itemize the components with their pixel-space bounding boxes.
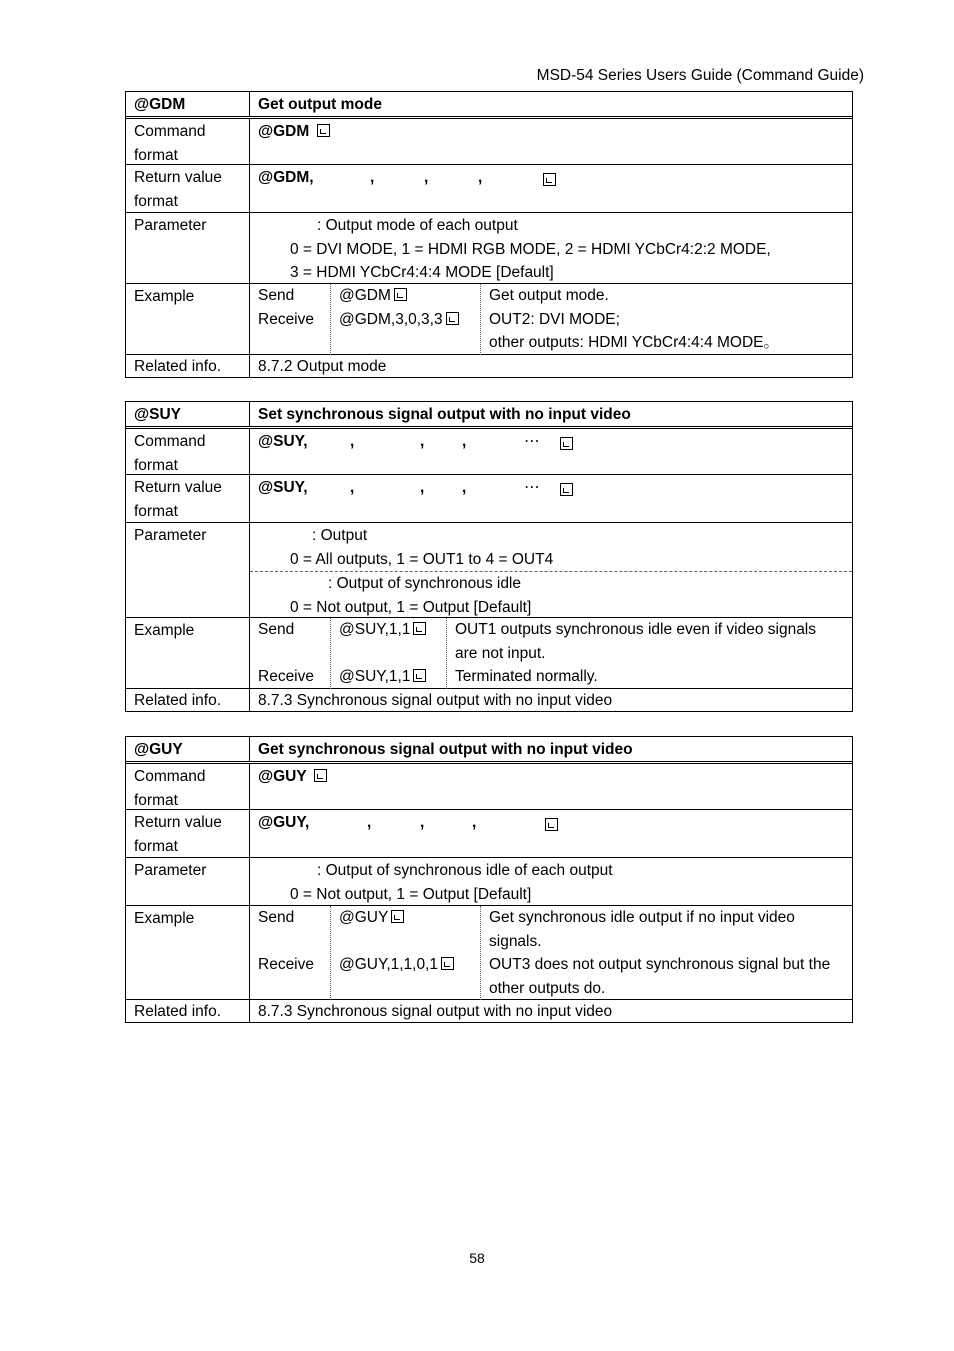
suy-related: 8.7.3 Synchronous signal output with no input video <box>258 692 613 709</box>
gdm-title: Get output mode <box>258 96 382 113</box>
suy-example-label: Example <box>126 618 250 688</box>
suy-title: Set synchronous signal output with no input video <box>258 406 631 423</box>
guy-related-label: Related info. <box>126 1000 250 1022</box>
suy-related-label: Related info. <box>126 689 250 711</box>
guy-ret-label: Return value format <box>126 810 250 857</box>
gdm-parameter: : Output mode of each output 0 = DVI MODE, 1 = HDMI RGB MODE, 2 = HDMI YCbCr4:2:2 MODE, 3 = HDMI YCbCr4:4:4 MODE [Default] <box>290 217 771 281</box>
guy-ret-format: @GUY, , , , <box>250 810 852 857</box>
return-key-icon <box>441 957 454 970</box>
gdm-command-table <box>125 91 853 378</box>
return-key-icon <box>413 622 426 635</box>
page-number: 58 <box>469 1250 485 1266</box>
gdm-param-label: Parameter <box>126 213 250 283</box>
guy-example-label: Example <box>126 906 250 999</box>
guy-related: 8.7.3 Synchronous signal output with no input video <box>258 1003 613 1020</box>
gdm-cmd-format: @GDM <box>250 119 852 164</box>
suy-example: Send Receive @SUY,1,1 @SUY,1,1 OUT1 outputs synchronous idle even if video signals are not input. Terminated normally. <box>250 618 852 688</box>
return-key-icon <box>314 769 327 782</box>
suy-cmd-format: @SUY, , , , ⋯ <box>250 429 852 474</box>
guy-cmd-format: @GUY <box>250 764 852 809</box>
guy-param-label: Parameter <box>126 858 250 905</box>
guy-parameter: : Output of synchronous idle of each output 0 = Not output, 1 = Output [Default] <box>290 862 613 903</box>
gdm-ret-format: @GDM, , , , <box>250 165 852 212</box>
guy-cmd-label: Command format <box>126 764 250 809</box>
return-key-icon <box>560 483 573 496</box>
gdm-example: Send Receive @GDM @GDM,3,0,3,3 Get output mode. OUT2: DVI MODE; other outputs: HDMI YCbCr4:4:4 MODE。 <box>250 284 852 354</box>
gdm-ret-label: Return value format <box>126 165 250 212</box>
return-key-icon <box>413 669 426 682</box>
gdm-code: @GDM <box>126 92 250 116</box>
guy-title: Get synchronous signal output with no input video <box>258 741 633 758</box>
return-key-icon <box>391 910 404 923</box>
return-key-icon <box>446 312 459 325</box>
suy-ret-format: @SUY, , , , ⋯ <box>250 475 852 522</box>
guy-example: Send Receive @GUY @GUY,1,1,0,1 Get synchronous idle output if no input video signals. OUT3 does not output synchronous signal but the other outputs do. <box>250 906 852 999</box>
suy-command-table <box>125 401 853 712</box>
gdm-cmd-label: Command format <box>126 119 250 164</box>
suy-parameter: : Output 0 = All outputs, 1 = OUT1 to 4 = OUT4 : Output of synchronous idle 0 = Not output, 1 = Output [Default] <box>250 523 852 617</box>
guy-command-table <box>125 736 853 1023</box>
running-header: MSD-54 Series Users Guide (Command Guide) <box>536 67 864 84</box>
gdm-example-label: Example <box>126 284 250 354</box>
suy-cmd-label: Command format <box>126 429 250 474</box>
return-key-icon <box>543 173 556 186</box>
suy-param-label: Parameter <box>126 523 250 617</box>
gdm-related: 8.7.2 Output mode <box>258 358 387 375</box>
return-key-icon <box>560 437 573 450</box>
suy-ret-label: Return value format <box>126 475 250 522</box>
suy-code: @SUY <box>126 402 250 426</box>
guy-code: @GUY <box>126 737 250 761</box>
return-key-icon <box>545 818 558 831</box>
gdm-related-label: Related info. <box>126 355 250 377</box>
return-key-icon <box>394 288 407 301</box>
return-key-icon <box>317 124 330 137</box>
